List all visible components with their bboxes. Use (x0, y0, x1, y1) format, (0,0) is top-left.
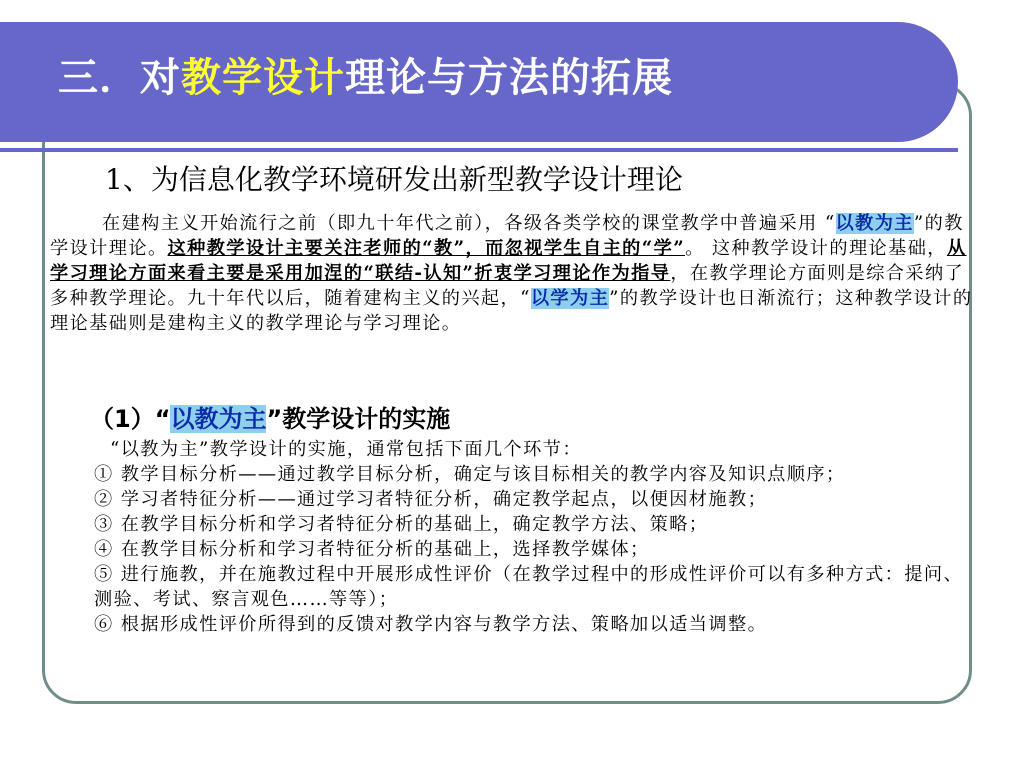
subsection-heading (90, 399, 450, 434)
step-item: ② 学习者特征分析——通过学习者特征分析，确定教学起点，以便因材施教； (94, 489, 768, 510)
para-text-4: ，在教学理论方面则是综合采纳了多种教学理论。九十年代以后，随着建构主义的兴起，“ (50, 263, 965, 309)
step-item: ① 教学目标分析——通过教学目标分析，确定与该目标相关的教学内容及知识点顺序； (94, 464, 846, 485)
subheading-suffix: ”教学设计的实施 (266, 405, 451, 433)
para-bold-2: 从学习理论方面来看主要是采用加涅的“联结-认知”折衷学习理论作为指导 (50, 238, 967, 284)
para-text-3: 。 这种教学设计的理论基础， (685, 238, 947, 259)
step-item: ⑥ 根据形成性评价所得到的反馈对教学内容与教学方法、策略加以适当调整。 (94, 614, 768, 635)
para-text-1: 在建构主义开始流行之前（即九十年代之前），各级各类学校的课堂教学中普遍采用 “ (102, 213, 836, 234)
step-item: ⑤ 进行施教，并在施教过程中开展形成性评价（在教学过程中的形成性评价可以有多种方式：提问、测验、考试、察言观色……等等）； (94, 564, 964, 610)
keyword-student-centered: 以学为主 (530, 288, 610, 309)
title-underline (0, 148, 958, 152)
subheading-highlight: 以教为主 (170, 405, 267, 433)
slide-title (58, 46, 673, 103)
title-highlight: 教学设计 (181, 55, 345, 101)
section-heading: 1、为信息化教学环境研发出新型教学设计理论 (105, 163, 683, 196)
steps-intro: “以教为主”教学设计的实施，通常包括下面几个环节： (110, 439, 582, 460)
para-bold-1: 这种教学设计主要关注老师的“教”，而忽视学生自主的“学” (167, 238, 686, 259)
para-text-5: ”的教学设计也日渐流行；这种教学设计的理论基础则是建构主义的教学理论与学习理论。 (50, 288, 973, 334)
step-item: ③ 在教学目标分析和学习者特征分析的基础上，确定教学方法、策略； (94, 514, 709, 535)
para-text-2: ”的教学设计理论。 (50, 213, 964, 259)
subheading-prefix: （1）“ (90, 405, 171, 433)
steps-list (50, 437, 975, 637)
title-prefix: 三．对 (58, 55, 181, 101)
title-suffix: 理论与方法的拓展 (345, 55, 673, 101)
intro-paragraph (50, 211, 975, 336)
step-item: ④ 在教学目标分析和学习者特征分析的基础上，选择教学媒体； (94, 539, 650, 560)
keyword-teacher-centered: 以教为主 (835, 213, 914, 234)
